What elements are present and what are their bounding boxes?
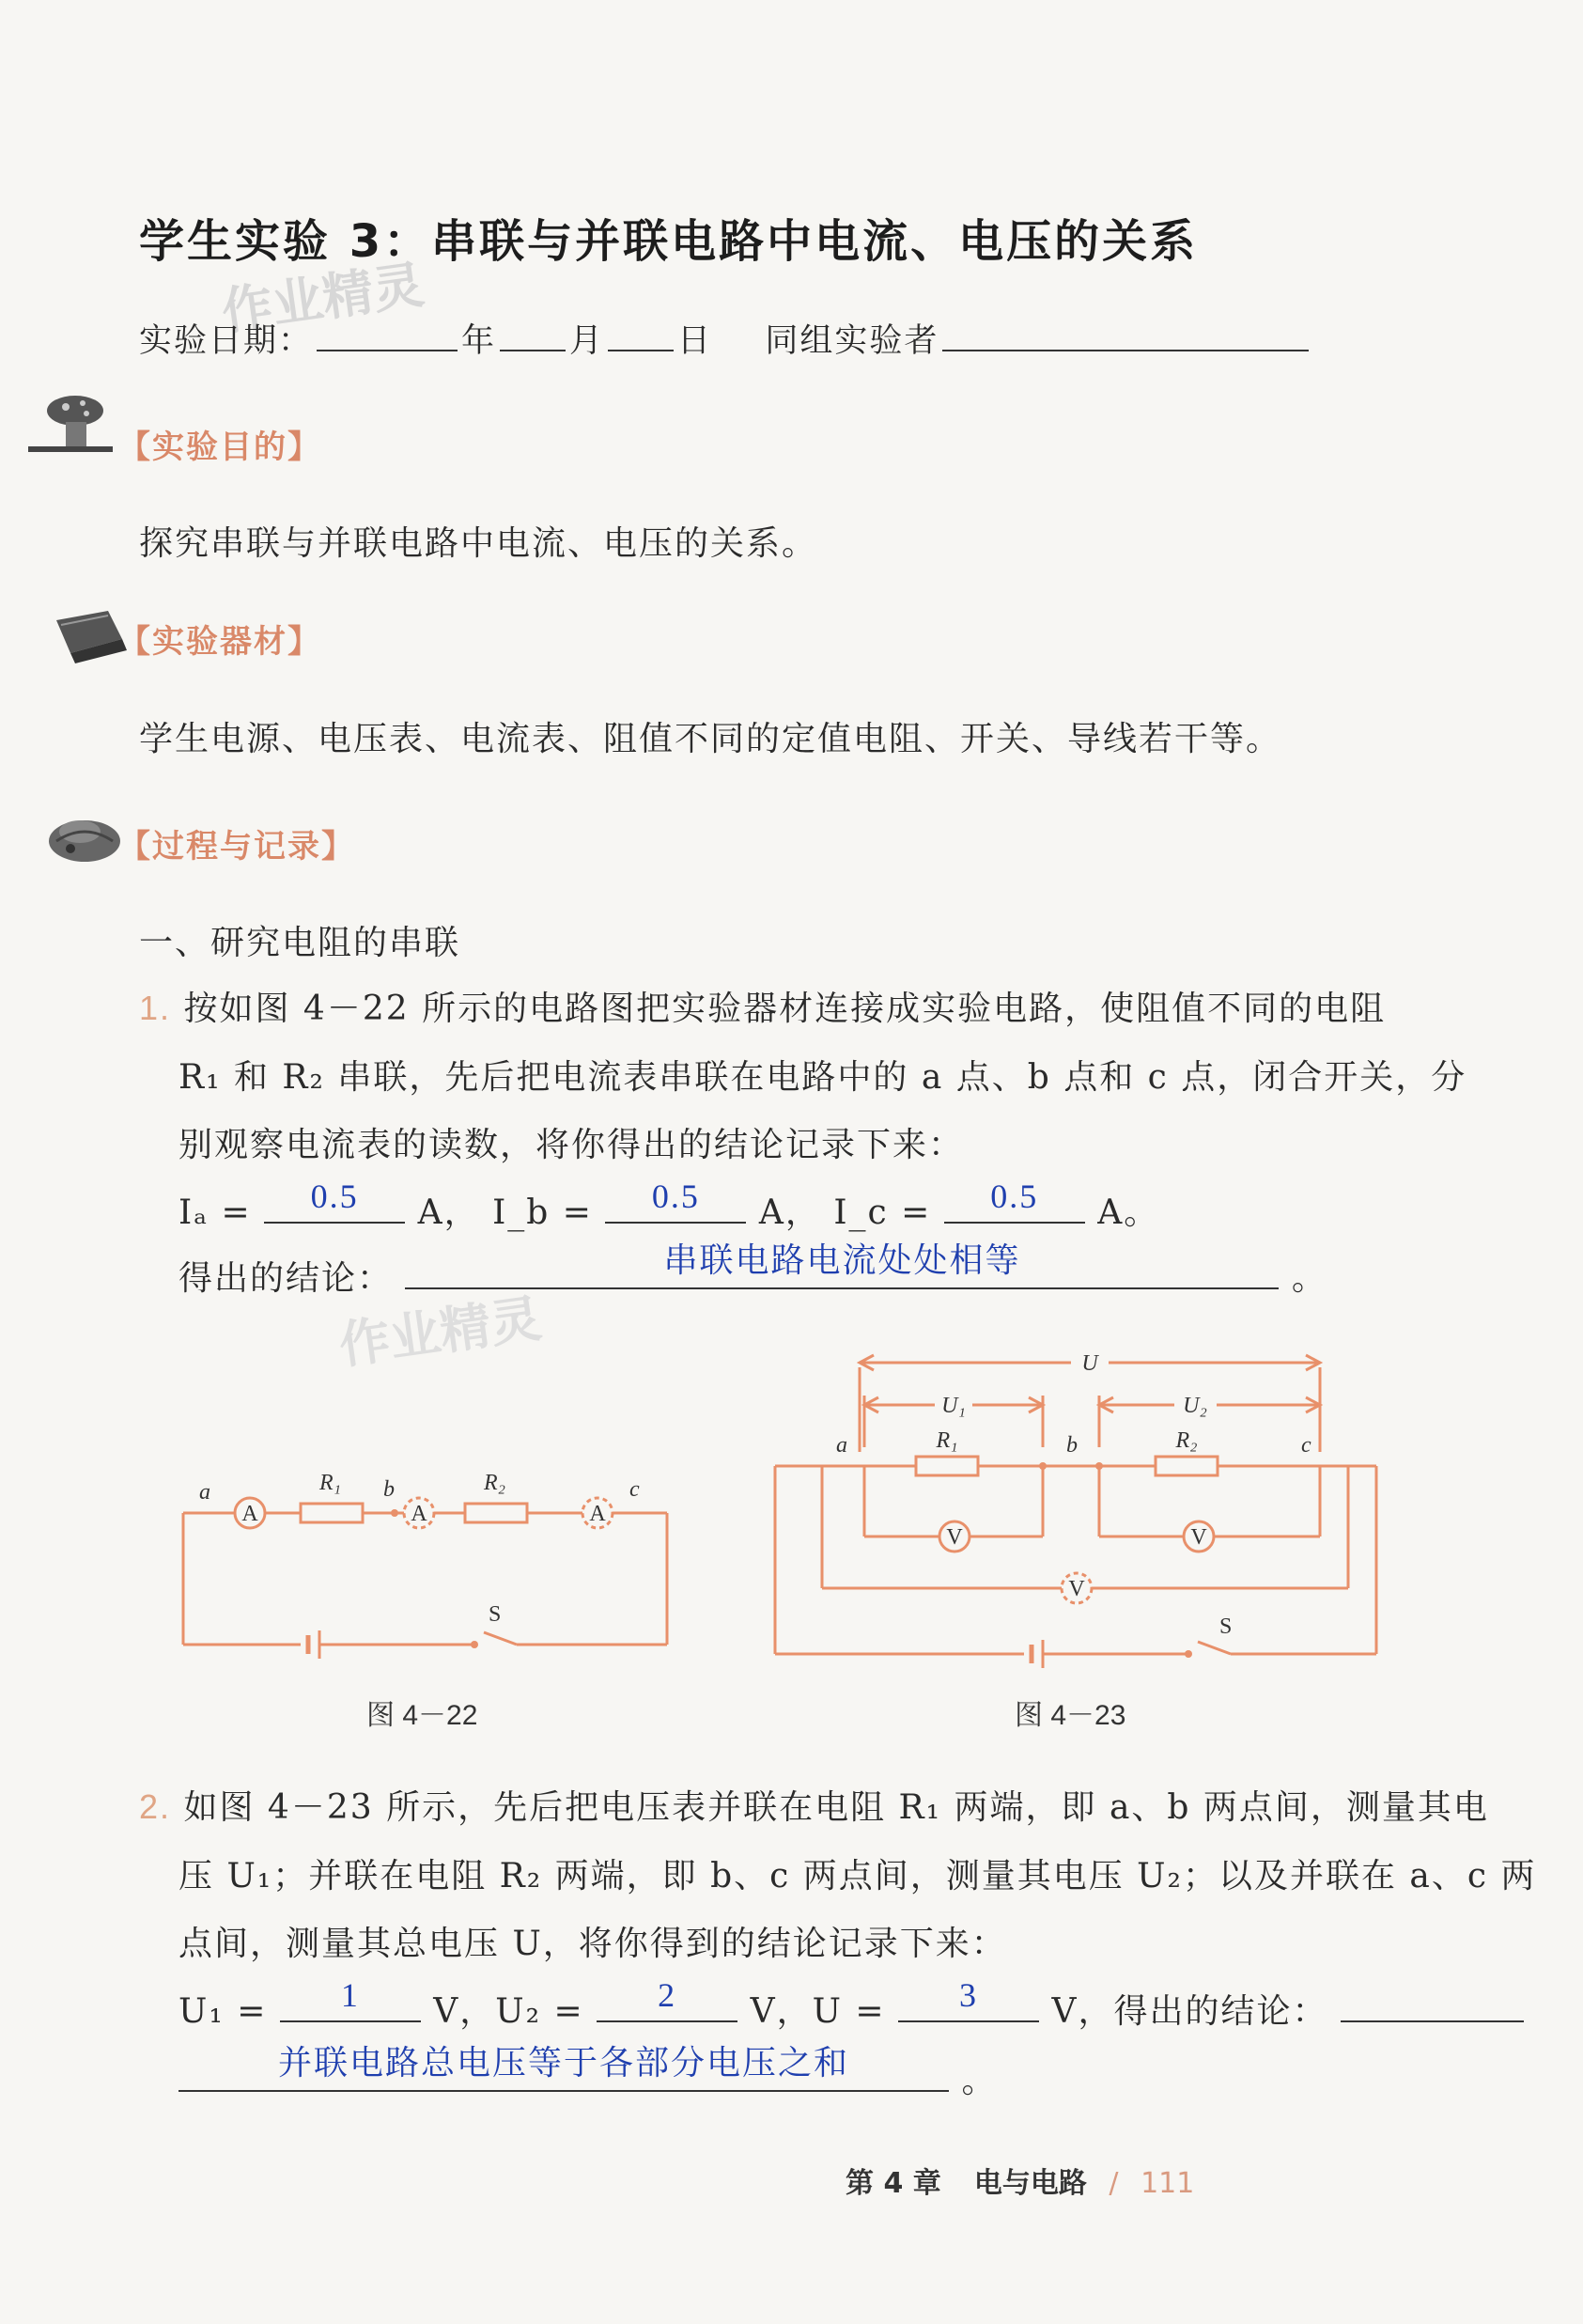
- materials-text: 学生电源、电压表、电流表、阻值不同的定值电阻、开关、导线若干等。: [139, 720, 1282, 758]
- U2-blank: [597, 1976, 737, 2022]
- watermark-2: 作业精灵: [335, 1288, 545, 1376]
- U2-answer: 2: [658, 1976, 677, 2014]
- fig23-label-c: c: [1301, 1433, 1311, 1458]
- q2-number: 2.: [139, 1787, 172, 1826]
- date-blank: [317, 321, 458, 351]
- month-blank: [500, 321, 566, 351]
- q2-conclusion-end: 。: [961, 2062, 998, 2100]
- q1-conclusion-end: 。: [1291, 1259, 1327, 1298]
- date-label: 实验日期：: [139, 322, 314, 360]
- rock-icon: [42, 803, 127, 869]
- q2-conclusion-blank: [178, 2044, 949, 2092]
- q1-text-line2: R₁ 和 R₂ 串联，先后把电流表串联在电路中的 a 点、b 点和 c 点，闭合开关，分: [178, 1058, 1467, 1097]
- fig23-label-R1: R₁: [936, 1428, 958, 1453]
- page-title: 学生实验 3：串联与并联电路中电流、电压的关系: [139, 215, 1199, 268]
- fig23-label-a: a: [836, 1433, 847, 1458]
- part1-heading: 一、研究电阻的串联: [139, 924, 461, 962]
- q1-line1: [139, 982, 1386, 1030]
- q1-text-line1: 按如图 4－22 所示的电路图把实验器材连接成实验电路，使阻值不同的电阻: [183, 990, 1387, 1028]
- Ia-label: Iₐ =: [178, 1193, 252, 1232]
- Ic-blank: [944, 1178, 1085, 1224]
- Ia-answer: 0.5: [310, 1178, 359, 1215]
- purpose-text: 探究串联与并联电路中电流、电压的关系。: [139, 524, 818, 563]
- q2-line1: [139, 1781, 1489, 1829]
- day-blank: [608, 321, 674, 351]
- q2-conclusion-blank-start: [1341, 1987, 1524, 2022]
- footer-chapter-title: 电与电路: [973, 2167, 1087, 2200]
- q2-end-label: V，得出的结论：: [1051, 1992, 1328, 2031]
- footer-divider: /: [1109, 2167, 1119, 2200]
- Ic-unit: A。: [1097, 1193, 1160, 1232]
- fig22-label-c: c: [629, 1477, 640, 1502]
- Ib-answer: 0.5: [651, 1178, 700, 1215]
- q2-conclusion-row: [178, 2044, 998, 2102]
- Ib-label: I_b =: [492, 1193, 593, 1232]
- materials-heading: 【实验器材】: [118, 623, 321, 661]
- q1-conclusion-blank: [405, 1241, 1279, 1289]
- U-blank: [898, 1976, 1039, 2022]
- q1-current-values: [178, 1178, 1160, 1234]
- voltmeter-total: V: [1068, 1577, 1085, 1601]
- fig23-label-U: U: [1081, 1351, 1098, 1376]
- fig23-caption: 图 4－23: [1015, 1700, 1126, 1731]
- Ib-blank: [605, 1178, 746, 1224]
- partner-label: 同组实验者: [765, 322, 939, 360]
- page-footer: [846, 2160, 1194, 2201]
- ammeter-c: A: [589, 1502, 606, 1526]
- U1-label: U₁ =: [178, 1992, 268, 2031]
- U-answer: 3: [959, 1976, 978, 2014]
- fig22-label-b: b: [383, 1477, 395, 1502]
- U1-answer: 1: [340, 1976, 360, 2014]
- fig23-label-b: b: [1066, 1433, 1078, 1458]
- experiment-info-line: [139, 315, 1312, 362]
- month-label: 月: [569, 322, 605, 360]
- voltmeter-2: V: [1190, 1525, 1207, 1550]
- Ic-label: I_c =: [833, 1193, 932, 1232]
- q1-text-line3: 别观察电流表的读数，将你得出的结论记录下来：: [178, 1126, 965, 1164]
- Ib-unit: A，: [758, 1193, 821, 1232]
- fig22-label-S: S: [489, 1602, 502, 1627]
- Ic-answer: 0.5: [990, 1178, 1039, 1215]
- fig23-label-U1: U₁: [941, 1394, 966, 1418]
- U2-label: V，U₂ =: [433, 1992, 584, 2031]
- ammeter-b: A: [411, 1502, 427, 1526]
- ammeter-a: A: [241, 1502, 258, 1526]
- U-label: V，U =: [750, 1992, 886, 2031]
- fig23-label-S: S: [1219, 1614, 1233, 1639]
- fig22-label-R2: R₂: [484, 1471, 506, 1495]
- purpose-heading: 【实验目的】: [118, 429, 321, 466]
- q1-conclusion-label: 得出的结论：: [178, 1259, 394, 1298]
- figure-4-23: [770, 1334, 1381, 1677]
- q1-conclusion-answer: 串联电路电流处处相等: [663, 1241, 1021, 1279]
- q2-text-line2: 压 U₁；并联在电阻 R₂ 两端，即 b、c 两点间，测量其电压 U₂；以及并联在 a、c 两: [178, 1857, 1537, 1895]
- year-label: 年: [461, 322, 497, 360]
- fig23-label-R2: R₂: [1175, 1428, 1198, 1453]
- fig22-label-a: a: [199, 1480, 210, 1505]
- watermark: 作业精灵: [218, 255, 427, 342]
- voltmeter-1: V: [946, 1525, 963, 1550]
- fig23-label-U2: U₂: [1183, 1394, 1207, 1418]
- figure-4-22: [169, 1447, 695, 1673]
- partner-blank: [942, 321, 1309, 351]
- fig22-label-R1: R₁: [319, 1471, 342, 1495]
- page-number: 111: [1141, 2167, 1195, 2200]
- q1-number: 1.: [139, 989, 172, 1027]
- U1-blank: [280, 1976, 421, 2022]
- q2-conclusion-answer: 并联电路总电压等于各部分电压之和: [277, 2044, 849, 2082]
- process-heading: 【过程与记录】: [118, 828, 355, 866]
- q2-text-line3: 点间，测量其总电压 U，将你得到的结论记录下来：: [178, 1925, 1007, 1963]
- footer-chapter: 第 4 章: [846, 2167, 941, 2200]
- mushroom-icon: [28, 390, 113, 456]
- fig22-caption: 图 4－22: [366, 1700, 478, 1731]
- day-label: 日: [677, 322, 713, 360]
- Ia-unit: A，: [417, 1193, 480, 1232]
- q2-text-line1: 如图 4－23 所示，先后把电压表并联在电阻 R₁ 两端，即 a、b 两点间，测量其电: [183, 1788, 1489, 1827]
- q2-voltage-values: [178, 1976, 1524, 2033]
- q1-conclusion-row: [178, 1241, 1327, 1300]
- Ia-blank: [264, 1178, 405, 1224]
